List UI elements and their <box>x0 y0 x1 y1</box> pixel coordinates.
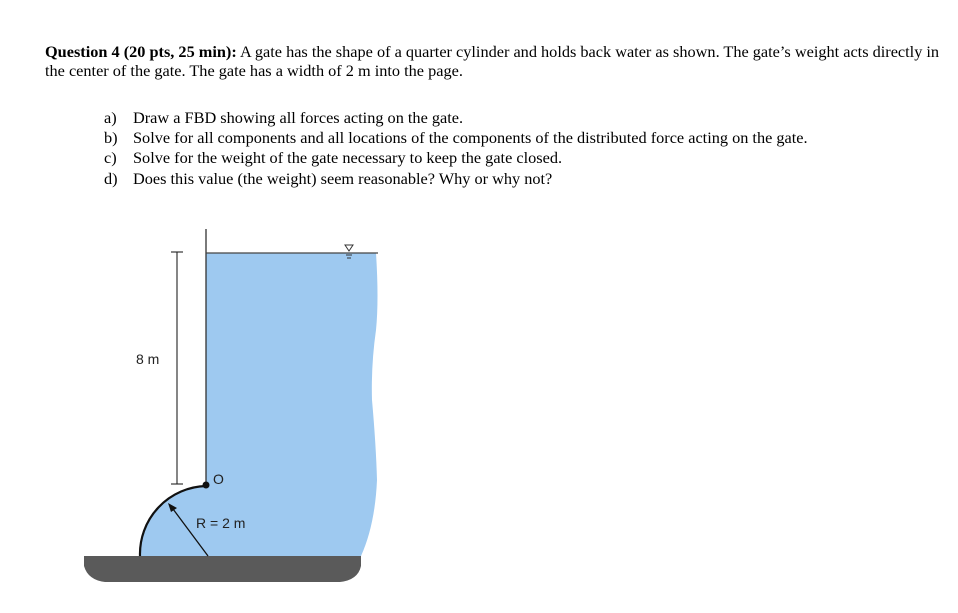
question-body: A gate has the shape of a quarter cylinder and holds back water as shown. The gate’s weight acts directly in the center of the gate. The gate has a width of 2 m into the page. <box>45 42 940 80</box>
part-letter: a) <box>104 108 117 127</box>
hinge-label: O <box>213 471 224 487</box>
part-letter: c) <box>104 148 117 168</box>
part-text: Draw a FBD showing all forces acting on the gate. <box>133 108 464 127</box>
part-letter: d) <box>104 168 118 188</box>
part-text: Does this value (the weight) seem reasonable? Why or why not? <box>133 168 553 188</box>
depth-label: 8 m <box>136 351 160 367</box>
hinge-point <box>203 482 210 489</box>
part-text: Solve for all components and all locations of the components of the distributed force acting on the gate. <box>133 128 808 148</box>
ground-slab <box>84 556 361 582</box>
part-text: Solve for the weight of the gate necessary to keep the gate closed. <box>133 148 563 168</box>
question-heading: Question 4 (20 pts, 25 min): <box>45 42 237 61</box>
depth-dimension-line <box>171 252 183 484</box>
part-letter: b) <box>104 128 118 148</box>
water-region <box>140 253 378 556</box>
radius-label: R = 2 m <box>196 515 246 531</box>
